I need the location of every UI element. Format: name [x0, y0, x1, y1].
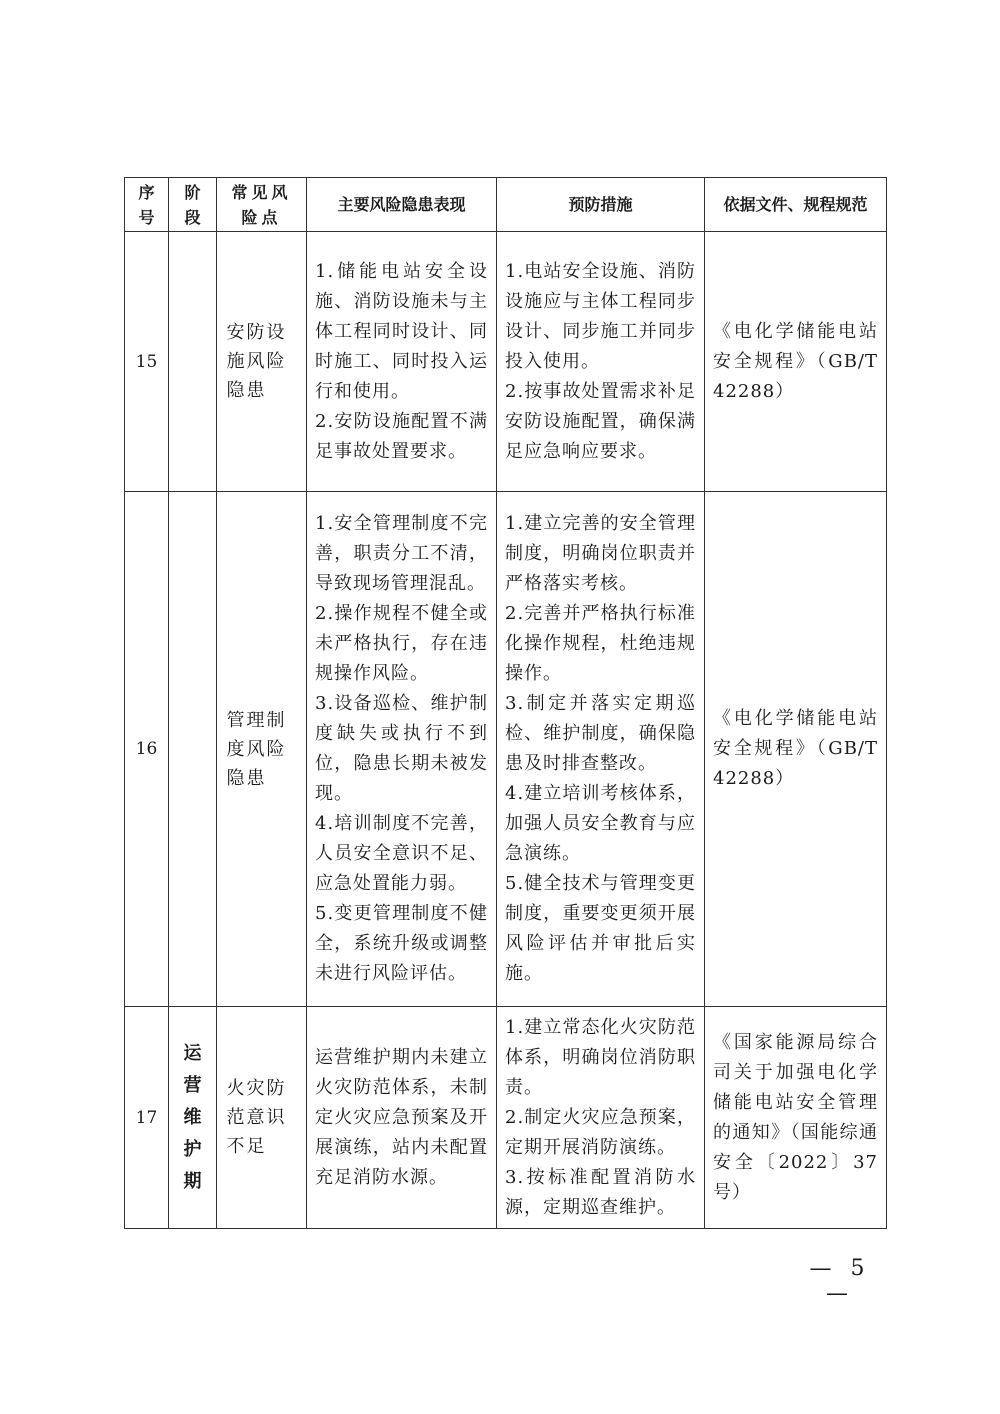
measure-item: 5.健全技术与管理变更制度，重要变更须开展风险评估并审批后实施。 [505, 873, 696, 984]
table-row [125, 1007, 887, 1229]
row-risk-point: 管理制度风险隐患 [217, 492, 307, 1007]
manifestation-item: 3.设备巡检、维护制度缺失或执行不到位，隐患长期未被发现。 [315, 693, 488, 804]
table-header-row [125, 178, 887, 232]
measure-item: 1.电站安全设施、消防设施应与主体工程同步设计、同步施工并同步投入使用。 [505, 260, 696, 372]
row-stage [169, 492, 217, 1007]
measure-item: 1.建立常态化火灾防范体系，明确岗位消防职责。 [505, 1016, 696, 1098]
row-manifestations [307, 1007, 497, 1229]
manifestation-item: 1.储能电站安全设施、消防设施未与主体工程同时设计、同时施工、同时投入运行和使用。 [315, 260, 488, 402]
measure-item: 2.制定火灾应急预案，定期开展消防演练。 [505, 1106, 696, 1158]
row-stage: 运营维护期 [169, 1007, 217, 1229]
header-basis: 依据文件、规程规范 [705, 178, 887, 232]
basis-text: 《电化学储能电站安全规程》（GB/T 42288） [713, 708, 878, 789]
row-risk-point: 火灾防范意识不足 [217, 1007, 307, 1229]
row-stage [169, 232, 217, 492]
manifestation-item: 2.安防设施配置不满足事故处置要求。 [315, 410, 488, 462]
row-basis [705, 232, 887, 492]
row-number: 17 [125, 1007, 169, 1229]
header-manifestation: 主要风险隐患表现 [307, 178, 497, 232]
manifestation-item: 4.培训制度不完善，人员安全意识不足、应急处置能力弱。 [315, 813, 488, 894]
header-measures: 预防措施 [497, 178, 705, 232]
measure-item: 3.制定并落实定期巡检、维护制度，确保隐患及时排查整改。 [505, 693, 696, 774]
row-risk-point: 安防设施风险隐患 [217, 232, 307, 492]
risk-table [124, 177, 887, 1229]
manifestation-item: 运营维护期内未建立火灾防范体系，未制定火灾应急预案及开展演练，站内未配置充足消防水源。 [315, 1046, 488, 1188]
measure-item: 2.按事故处置需求补足安防设施配置，确保满足应急响应要求。 [505, 380, 696, 462]
row-manifestations [307, 232, 497, 492]
page-number: — 5 — [809, 1256, 871, 1306]
row-measures [497, 1007, 705, 1229]
basis-text: 《国家能源局综合司关于加强电化学储能电站安全管理的通知》（国能综通安全〔2022〕37号） [713, 1031, 878, 1203]
manifestation-item: 1.安全管理制度不完善，职责分工不清，导致现场管理混乱。 [315, 513, 488, 594]
row-basis [705, 1007, 887, 1229]
row-basis [705, 492, 887, 1007]
manifestation-item: 2.操作规程不健全或未严格执行，存在违规操作风险。 [315, 603, 488, 684]
measure-item: 1.建立完善的安全管理制度，明确岗位职责并严格落实考核。 [505, 513, 696, 594]
basis-text: 《电化学储能电站安全规程》（GB/T 42288） [713, 320, 878, 402]
row-manifestations [307, 492, 497, 1007]
header-risk-point: 常见风险点 [217, 178, 307, 232]
measure-item: 3.按标准配置消防水源，定期巡查维护。 [505, 1166, 696, 1218]
row-measures [497, 232, 705, 492]
row-measures [497, 492, 705, 1007]
row-number: 15 [125, 232, 169, 492]
measure-item: 2.完善并严格执行标准化操作规程，杜绝违规操作。 [505, 603, 696, 684]
header-stage: 阶段 [169, 178, 217, 232]
table-row [125, 232, 887, 492]
row-number: 16 [125, 492, 169, 1007]
header-no: 序号 [125, 178, 169, 232]
manifestation-item: 5.变更管理制度不健全，系统升级或调整未进行风险评估。 [315, 903, 488, 984]
table-row [125, 492, 887, 1007]
measure-item: 4.建立培训考核体系，加强人员安全教育与应急演练。 [505, 783, 696, 864]
